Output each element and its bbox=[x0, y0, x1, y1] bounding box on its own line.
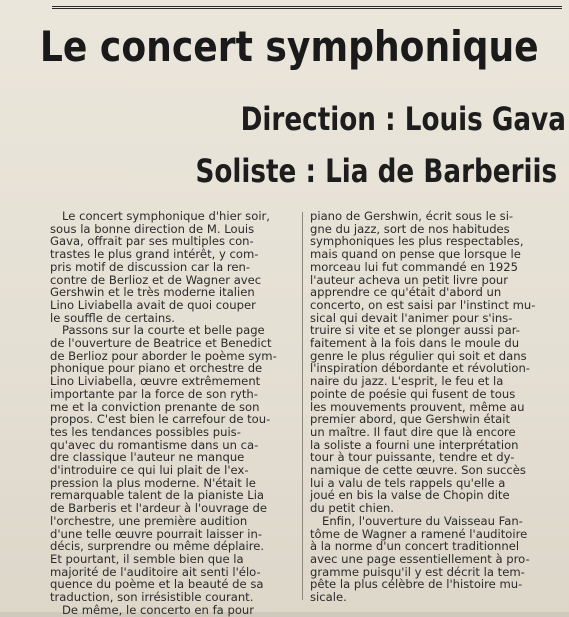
article-line: propos. C'est bien le carrefour de tou- bbox=[50, 412, 271, 427]
article-line: tour à tour puissante, tendre et dy- bbox=[310, 450, 515, 465]
article-line: naire du jazz. L'esprit, le feu et la bbox=[310, 374, 504, 389]
article-line: pression la plus moderne. N'était le bbox=[50, 475, 256, 490]
article-line: un maître. Il faut dire que là encore bbox=[310, 424, 516, 439]
article-line: à la norme d'un concert traditionnel bbox=[310, 539, 520, 554]
article-line: apprendre ce qu'était d'abord un bbox=[310, 285, 502, 300]
article-line: Gava, offrait par ses multiples con- bbox=[50, 234, 254, 249]
article-line: gne du jazz, sort de nos habitudes bbox=[310, 221, 510, 236]
article-line: Passons sur la courte et belle page bbox=[62, 323, 265, 338]
article-line: premier abord, que Gershwin était bbox=[310, 412, 511, 427]
article-line: trastes le plus grand intérêt, y com- bbox=[50, 247, 259, 262]
article-line: de Berlioz pour aborder le poème sym- bbox=[50, 348, 277, 363]
article-line: qu'avec du romantisme dans un ca- bbox=[50, 437, 259, 452]
article-line: Enfin, l'ouverture du Vaisseau Fan- bbox=[322, 513, 523, 528]
article-line: mais quand on pense que lorsque le bbox=[310, 247, 521, 262]
article-line: de Barberis et l'ardeur à l'ouvrage de bbox=[50, 501, 267, 516]
article-line: la soliste a fourni une interprétation bbox=[310, 437, 519, 452]
article-column-left bbox=[50, 210, 302, 617]
article-title: Le concert symphonique bbox=[39, 22, 539, 71]
article-line: majorité de l'auditoire ait senti l'élo- bbox=[50, 564, 261, 579]
article-line: pris motif de discussion car la ren- bbox=[50, 259, 251, 274]
article-line: Le concert symphonique d'hier soir, bbox=[62, 209, 270, 223]
article-line: l'auteur acheva un petit livre pour bbox=[310, 272, 509, 287]
article-line: tôme de Wagner a ramené l'auditoire bbox=[310, 526, 528, 541]
article-line: concerto, on est saisi par l'instinct mu- bbox=[310, 297, 536, 312]
article-line: l'inspiration débordante et révolution- bbox=[310, 361, 530, 376]
article-subtitle-soliste: Soliste : Lia de Barberiis bbox=[195, 152, 558, 190]
article-column-right bbox=[310, 210, 562, 604]
article-line: les mouvements prouvent, même au bbox=[310, 399, 525, 414]
article-line: dre classique l'auteur ne manque bbox=[50, 450, 245, 465]
article-line: faitement à la fois dans le moule du bbox=[310, 336, 520, 351]
article-line: lui a valu de tels rappels qu'elle a bbox=[310, 475, 506, 490]
article-line: tes les tendances possibles puis- bbox=[50, 424, 241, 439]
article-line: sous la bonne direction de M. Louis bbox=[50, 221, 255, 236]
article-line: truire si vite et se plonger aussi par- bbox=[310, 323, 520, 338]
article-line: piano de Gershwin, écrit sous le si- bbox=[310, 209, 514, 223]
article-line: contre de Berlioz et de Wagner avec bbox=[50, 272, 262, 287]
article-line: Et pourtant, il semble bien que la bbox=[50, 551, 244, 566]
article-line: le souffle de certains. bbox=[50, 310, 175, 325]
article-line: gramme puisqu'il y est décrit la tem- bbox=[310, 564, 525, 579]
column-divider bbox=[302, 212, 303, 600]
article-line: Lino Liviabella avait de quoi couper bbox=[50, 297, 256, 312]
article-line: traduction, son irrésistible courant. bbox=[50, 590, 254, 605]
article-line: du petit chien. bbox=[310, 501, 394, 516]
article-line: joué en bis la valse de Chopin dite bbox=[310, 488, 510, 503]
article-subtitle-direction: Direction : Louis Gava bbox=[240, 100, 566, 138]
article-line: importante par la force de son ryth- bbox=[50, 386, 258, 401]
top-rule bbox=[52, 6, 562, 9]
article-line: symphoniques les plus respectables, bbox=[310, 234, 524, 249]
article-line: sical qui devait l'animer pour s'ins- bbox=[310, 310, 513, 325]
article-line: pointe de poésie qui fusent de tous bbox=[310, 386, 516, 401]
article-line: quence du poème et la beauté de sa bbox=[50, 577, 264, 592]
article-line: me et la conviction prenante de son bbox=[50, 399, 260, 414]
article-line: décis, surprendre ou même déplaire. bbox=[50, 539, 265, 554]
article-line: remarquable talent de la pianiste Lia bbox=[50, 488, 265, 503]
article-line: d'introduire ce qui lui plait de l'ex- bbox=[50, 463, 249, 478]
article-line: De même, le concerto en fa pour bbox=[62, 602, 255, 617]
article-line: pête la plus célèbre de l'histoire mu- bbox=[310, 577, 523, 592]
article-line: avec une page essentiellement à pro- bbox=[310, 551, 530, 566]
article-line: genre le plus régulier qui soit et dans bbox=[310, 348, 527, 363]
article-line: Lino Liviabella, œuvre extrêmement bbox=[50, 374, 261, 389]
article-line: l'orchestre, une première audition bbox=[50, 513, 248, 528]
article-line: de l'ouverture de Beatrice et Benedict bbox=[50, 336, 272, 351]
article-line: namique de cette œuvre. Son succès bbox=[310, 463, 526, 478]
article-line: morceau lui fut commandé en 1925 bbox=[310, 259, 519, 274]
article-line: d'une telle œuvre pourrait laisser in- bbox=[50, 526, 263, 541]
article-line: phonique pour piano et orchestre de bbox=[50, 361, 263, 376]
article-line: Gershwin et le très moderne italien bbox=[50, 285, 255, 300]
article-line: sicale. bbox=[310, 590, 347, 605]
